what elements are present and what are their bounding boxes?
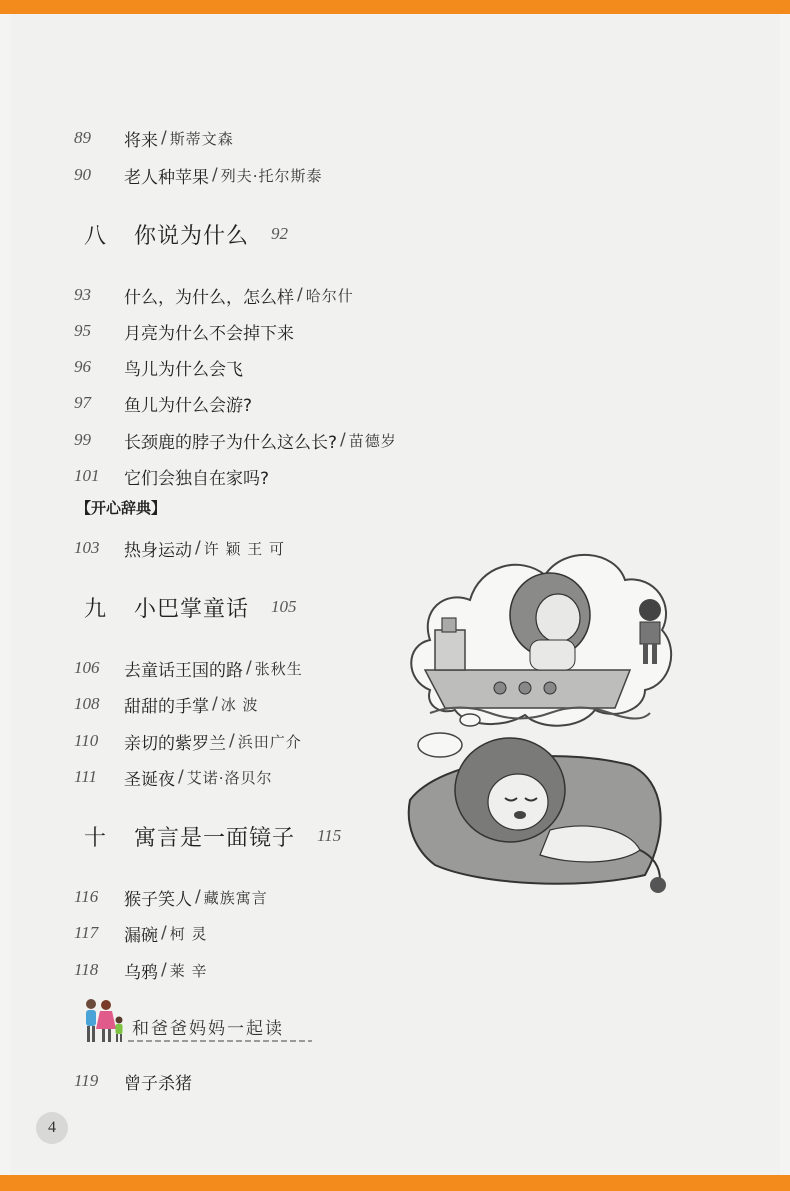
chapter-title: 寓言是一面镜子 bbox=[134, 825, 296, 851]
entry-title: 乌鸦 bbox=[124, 962, 158, 983]
entry-title: 甜甜的手掌 bbox=[124, 696, 209, 717]
read-with-parents-banner bbox=[80, 996, 310, 1048]
page-number-badge: 4 bbox=[36, 1112, 68, 1144]
entry-page-number: 96 bbox=[74, 357, 91, 376]
entry-separator: / bbox=[212, 165, 218, 185]
entry-page-number: 110 bbox=[74, 731, 99, 750]
toc-entry[interactable] bbox=[74, 461, 269, 491]
entry-title: 长颈鹿的脖子为什么这么长? bbox=[124, 432, 338, 453]
chapter-title: 你说为什么 bbox=[134, 223, 250, 249]
entry-page-number: 101 bbox=[74, 466, 100, 485]
entry-title: 曾子杀猪 bbox=[124, 1073, 192, 1094]
bottom-orange-border bbox=[0, 1175, 790, 1191]
toc-entry[interactable] bbox=[74, 653, 303, 683]
entry-title: 鱼儿为什么会游? bbox=[124, 395, 253, 416]
entry-separator: / bbox=[161, 923, 167, 943]
chapter-heading[interactable] bbox=[84, 816, 341, 856]
entry-title: 鸟儿为什么会飞 bbox=[124, 359, 243, 380]
chapter-number: 九 bbox=[84, 596, 107, 622]
entry-page-number: 108 bbox=[74, 694, 100, 713]
entry-title: 热身运动 bbox=[124, 540, 192, 561]
chapter-number: 八 bbox=[84, 223, 107, 249]
entry-title: 什么，为什么，怎么样 bbox=[124, 287, 294, 308]
entry-page-number: 111 bbox=[74, 767, 97, 786]
toc-entry[interactable] bbox=[74, 955, 208, 985]
entry-author: 张秋生 bbox=[254, 659, 303, 678]
entry-title: 猴子笑人 bbox=[124, 889, 192, 910]
read-with-parents-label: 和爸爸妈妈一起读 bbox=[132, 1019, 284, 1039]
entry-page-number: 93 bbox=[74, 285, 91, 304]
chapter-title: 小巴掌童话 bbox=[134, 596, 250, 622]
entry-page-number: 97 bbox=[74, 393, 91, 412]
chapter-page: 92 bbox=[271, 224, 289, 243]
chapter-heading[interactable] bbox=[84, 587, 297, 627]
entry-author: 藏族寓言 bbox=[203, 888, 268, 907]
toc-entry[interactable] bbox=[74, 388, 252, 418]
chapter-page: 115 bbox=[317, 826, 342, 845]
entry-separator: / bbox=[246, 658, 252, 678]
entry-page-number: 119 bbox=[74, 1071, 99, 1090]
entry-page-number: 118 bbox=[74, 960, 99, 979]
toc-entry[interactable] bbox=[74, 1066, 192, 1096]
entry-author: 许 颖 王 可 bbox=[203, 539, 286, 558]
entry-title: 漏碗 bbox=[124, 925, 158, 946]
entry-separator: / bbox=[195, 887, 201, 907]
dreaming-lion-illustration bbox=[400, 530, 680, 910]
entry-author: 柯 灵 bbox=[169, 924, 208, 943]
entry-page-number: 95 bbox=[74, 321, 91, 340]
entry-separator: / bbox=[340, 430, 346, 450]
toc-entry[interactable] bbox=[74, 533, 285, 563]
entry-separator: / bbox=[161, 128, 167, 148]
entry-author: 艾诺·洛贝尔 bbox=[186, 768, 273, 787]
family-icon bbox=[80, 996, 128, 1048]
chapter-heading[interactable] bbox=[84, 214, 288, 254]
toc-entry[interactable] bbox=[74, 726, 302, 756]
entry-author: 浜田广介 bbox=[237, 732, 302, 751]
top-orange-border bbox=[0, 0, 790, 14]
entry-page-number: 90 bbox=[74, 165, 91, 184]
entry-title: 亲切的紫罗兰 bbox=[124, 733, 226, 754]
chapter-page: 105 bbox=[271, 597, 297, 616]
entry-author: 苗德岁 bbox=[348, 431, 397, 450]
entry-title: 它们会独自在家吗? bbox=[124, 468, 270, 489]
entry-title: 去童话王国的路 bbox=[124, 660, 243, 681]
entry-separator: / bbox=[297, 285, 303, 305]
entry-author: 哈尔什 bbox=[305, 286, 354, 305]
dashed-underline bbox=[128, 1040, 312, 1042]
toc-entry[interactable] bbox=[74, 316, 294, 346]
entry-separator: / bbox=[212, 694, 218, 714]
entry-page-number: 116 bbox=[74, 887, 99, 906]
toc-entry[interactable] bbox=[74, 689, 259, 719]
entry-page-number: 103 bbox=[74, 538, 100, 557]
toc-entry[interactable] bbox=[74, 882, 268, 912]
entry-page-number: 89 bbox=[74, 128, 91, 147]
entry-author: 列夫·托尔斯泰 bbox=[220, 166, 323, 185]
toc-entry[interactable] bbox=[74, 352, 243, 382]
entry-separator: / bbox=[195, 538, 201, 558]
entry-separator: / bbox=[161, 960, 167, 980]
entry-title: 将来 bbox=[124, 130, 158, 151]
entry-author: 冰 波 bbox=[220, 695, 259, 714]
entry-author: 斯蒂文森 bbox=[169, 129, 234, 148]
entry-title: 月亮为什么不会掉下来 bbox=[124, 323, 294, 344]
entry-author: 莱 辛 bbox=[169, 961, 208, 980]
entry-page-number: 117 bbox=[74, 923, 99, 942]
entry-separator: / bbox=[229, 731, 235, 751]
entry-page-number: 99 bbox=[74, 430, 91, 449]
entry-title: 老人种苹果 bbox=[124, 167, 209, 188]
toc-entry[interactable] bbox=[74, 123, 234, 153]
toc-entry[interactable] bbox=[74, 280, 354, 310]
toc-entry[interactable] bbox=[74, 425, 397, 455]
chapter-number: 十 bbox=[84, 825, 107, 851]
entry-separator: / bbox=[178, 767, 184, 787]
section-label-happy-dictionary: 【开心辞典】 bbox=[76, 499, 167, 517]
entry-title: 圣诞夜 bbox=[124, 769, 175, 790]
toc-entry[interactable] bbox=[74, 160, 323, 190]
entry-page-number: 106 bbox=[74, 658, 100, 677]
toc-entry[interactable] bbox=[74, 762, 273, 792]
toc-entry[interactable] bbox=[74, 918, 208, 948]
